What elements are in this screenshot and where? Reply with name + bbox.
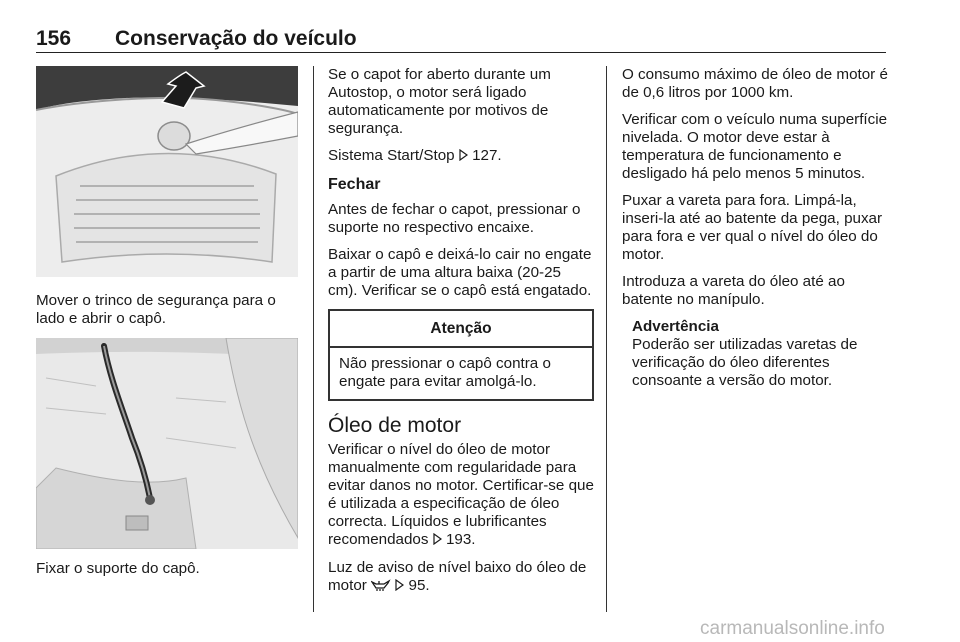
page-title: Conservação do veículo — [115, 27, 357, 50]
warning-text: Não pressionar o capô contra o engate para evitar amolgá-lo. — [339, 355, 551, 390]
caption-fix-support: Fixar o suporte do capô. — [36, 560, 200, 577]
oil-warning-light-paragraph: Luz de aviso de nível baixo do óleo de motor 95. — [328, 559, 587, 594]
page-header — [36, 26, 886, 53]
page-reference-arrow-icon — [395, 578, 404, 596]
hood-support-illustration — [36, 338, 298, 549]
note-block — [632, 318, 888, 390]
page-reference-arrow-icon — [433, 532, 442, 550]
column-middle — [328, 66, 594, 605]
page-reference-arrow-icon — [459, 148, 468, 166]
warning-box — [328, 309, 594, 401]
oil-can-warning-icon — [371, 578, 391, 596]
lower-hood-paragraph: Baixar o capô e deixá-lo cair no engate a partir de uma altura baixa (20-25 cm). Verificar se o capô está engatado. — [328, 246, 592, 299]
column-right — [622, 66, 888, 390]
warning-title: Atenção — [330, 311, 592, 348]
autostop-paragraph: Se o capot for aberto durante um Autostop, o motor será ligado automaticamente por motivos de segurança. — [328, 66, 551, 137]
close-hood-paragraph: Antes de fechar o capot, pressionar o suporte no respectivo encaixe. — [328, 201, 581, 236]
level-surface-paragraph: Verificar com o veículo numa superfície nivelada. O motor deve estar à temperatura de funcionamento e desligado há pelo menos 5 minutos. — [622, 111, 888, 182]
column-divider — [606, 66, 607, 612]
page-number: 156 — [36, 27, 72, 50]
note-text: Poderão ser utilizadas varetas de verificação do óleo diferentes consoante a versão do motor. — [632, 336, 858, 389]
section-heading-fechar: Fechar — [328, 176, 381, 193]
dipstick-check-paragraph: Puxar a vareta para fora. Limpá-la, inseri-la até ao batente da pega, puxar para fora e ver qual o nível do óleo do motor. — [622, 192, 883, 263]
caption-open-hood: Mover o trinco de segurança para o lado e abrir o capô. — [36, 292, 276, 327]
column-divider — [313, 66, 314, 612]
section-heading-oleo-motor: Óleo de motor — [328, 414, 462, 437]
dipstick-insert-paragraph: Introduza a vareta do óleo até ao batente no manípulo. — [622, 273, 845, 308]
watermark: carmanualsonline.info — [700, 618, 885, 639]
oil-check-paragraph: Verificar o nível do óleo de motor manualmente com regularidade para evitar danos no motor. Certificar-se que é utilizada a especificação de óleo correcta. Líquidos e lubrificantes recomendados 193. — [328, 441, 594, 548]
note-title: Advertência — [632, 318, 719, 335]
start-stop-reference: Sistema Start/Stop 127. — [328, 147, 502, 164]
hood-latch-illustration — [36, 66, 298, 277]
oil-consumption-paragraph: O consumo máximo de óleo de motor é de 0,6 litros por 1000 km. — [622, 66, 888, 101]
